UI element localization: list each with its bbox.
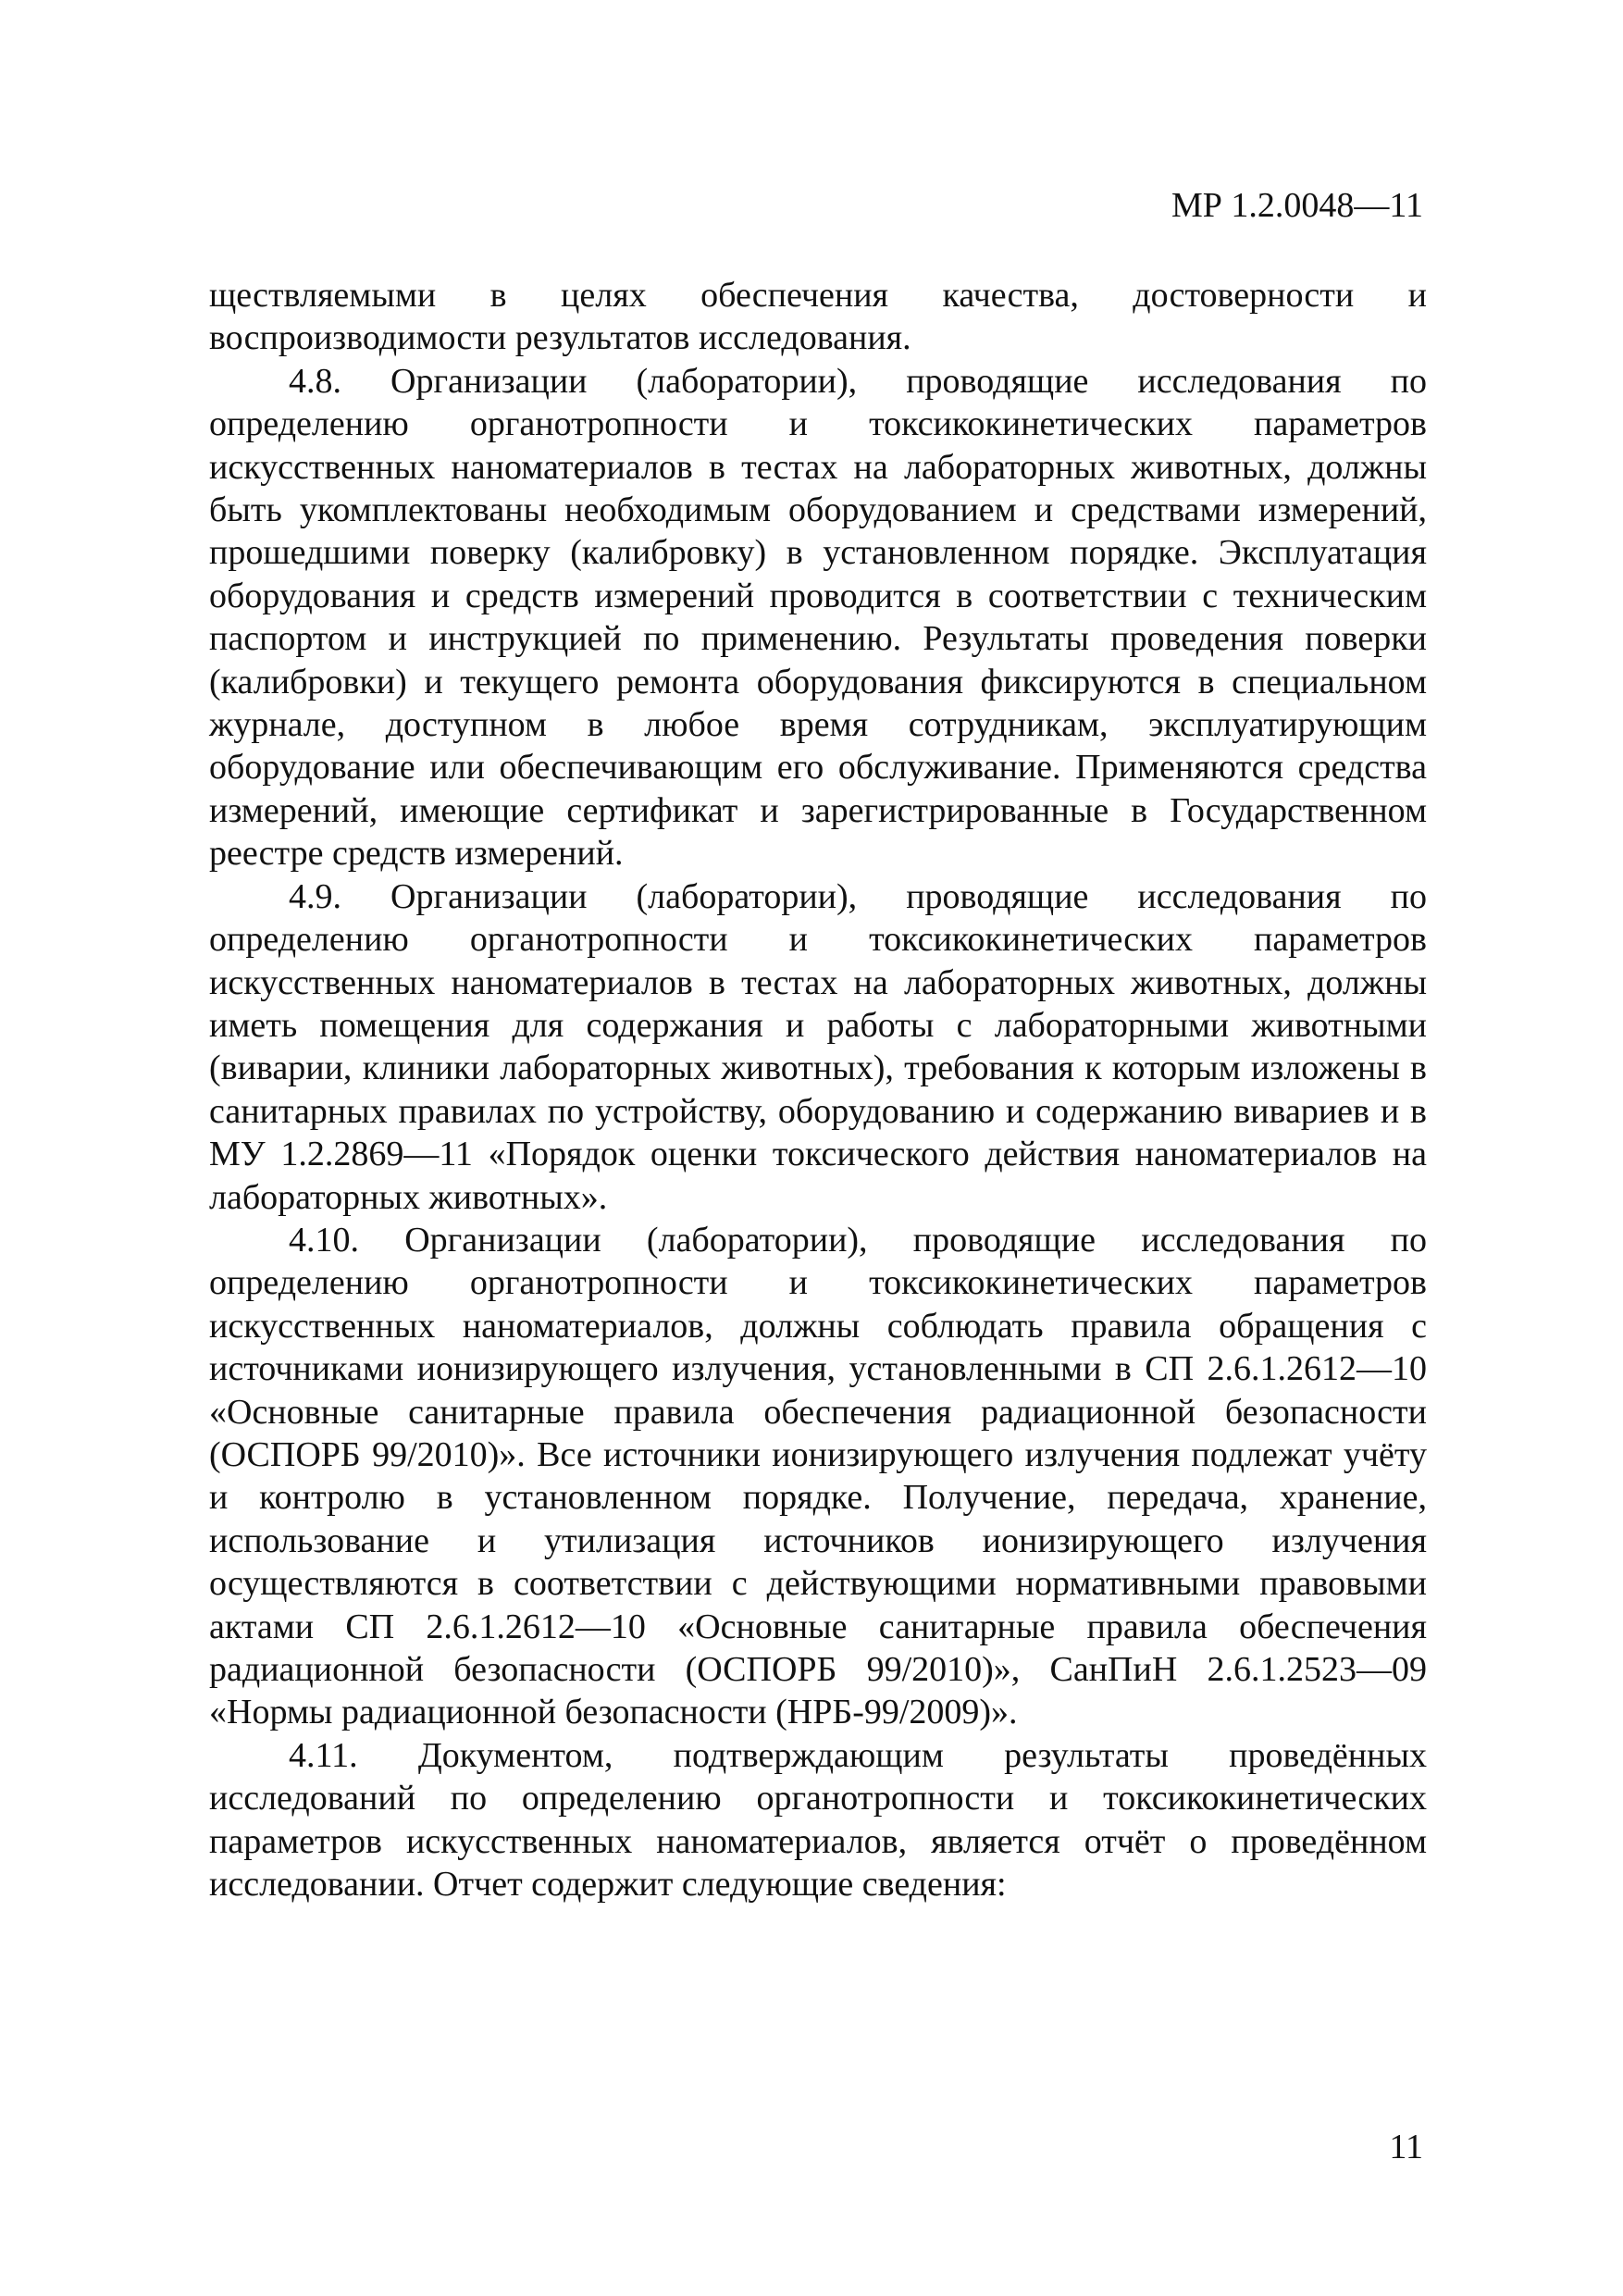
paragraph-4-10: 4.10. Организации (лаборатории), проводящие исследования по определению органотропности и токсикокинетических параметров искусственных наноматериалов, должны соблюдать правила обращения с источниками ионизирующего излучения, установленными в СП 2.6.1.2612—10 «Основные санитарные правила обеспечения радиационной безопасности (ОСПОРБ 99/2010)». Все источники ионизирующего излучения подлежат учёту и контролю в установленном порядке. Получение, передача, хранение, использование и утилизация источников ионизирующего излучения осуществляются в соответствии с действующими нормативными правовыми актами СП 2.6.1.2612—10 «Основные санитарные правила обеспечения радиационной безопасности (ОСПОРБ 99/2010)», СанПиН 2.6.1.2523—09 «Нормы радиационной безопасности (НРБ-99/2009)». <box>209 1220 1427 1732</box>
paragraph-4-11: 4.11. Документом, подтверждающим результаты проведённых исследований по определению органотропности и токсикокинетических параметров искусственных наноматериалов, является отчёт о проведённом исследовании. Отчет содержит следующие сведения: <box>209 1735 1427 1905</box>
page-number: 11 <box>1389 2128 1423 2166</box>
paragraph-4-8: 4.8. Организации (лаборатории), проводящие исследования по определению органотропности и токсикокинетических параметров искусственных наноматериалов в тестах на лабораторных животных, должны быть укомплектованы необходимым оборудованием и средствами измерений, прошедшими поверку (калибровку) в установленном порядке. Эксплуатация оборудования и средств измерений проводится в соответствии с техническим паспортом и инструкцией по применению. Результаты проведения поверки (калибровки) и текущего ремонта оборудования фиксируются в специальном журнале, доступном в любое время сотрудникам, эксплуатирующим оборудование или обеспечивающим его обслуживание. Применяются средства измерений, имеющие сертификат и зарегистрированные в Государственном реестре средств измерений. <box>209 361 1427 874</box>
page-body <box>209 274 1427 1905</box>
document-code-header: МР 1.2.0048—11 <box>1171 186 1423 225</box>
paragraph-4-9: 4.9. Организации (лаборатории), проводящие исследования по определению органотропности и токсикокинетических параметров искусственных наноматериалов в тестах на лабораторных животных, должны иметь помещения для содержания и работы с лабораторными животными (виварии, клиники лабораторных животных), требования к которым изложены в санитарных правилах по устройству, оборудованию и содержанию вивариев и в МУ 1.2.2869—11 «Порядок оценки токсического действия наноматериалов на лабораторных животных». <box>209 876 1427 1217</box>
paragraph-continuation: ществляемыми в целях обеспечения качества, достоверности и воспроизводимости результатов исследования. <box>209 276 1427 358</box>
